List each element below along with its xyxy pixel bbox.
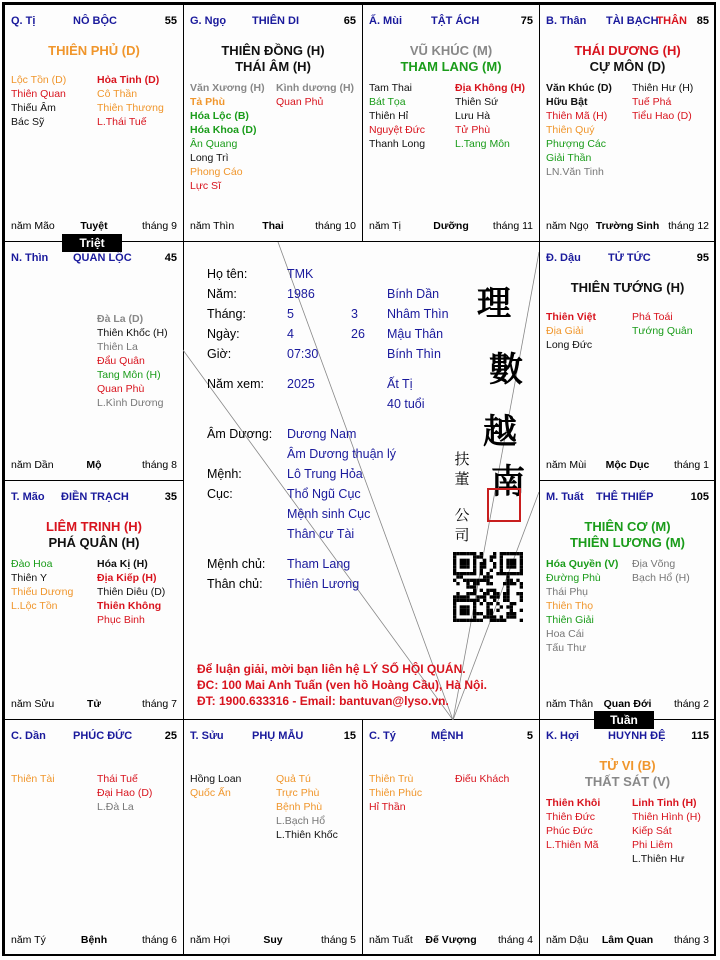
cell-header <box>190 730 356 744</box>
minor-star: Đà La (D) <box>97 313 144 325</box>
right-star-column <box>276 81 354 109</box>
minor-star: Long Trì <box>190 152 229 164</box>
minor-star: Ân Quang <box>190 138 238 150</box>
left-star-column <box>546 796 600 852</box>
minor-star: Thiên Việt <box>546 311 596 323</box>
minor-star: Thiên Khốc (H) <box>97 327 168 339</box>
position-label: Ấ. Mùi <box>369 15 402 27</box>
position-label: T. Sửu <box>190 730 224 742</box>
life-stage: Mộ <box>86 459 102 471</box>
center-info-panel <box>183 242 539 720</box>
minor-star: Đường Phù <box>546 572 601 584</box>
life-stage: Dưỡng <box>433 220 469 232</box>
age-number: 25 <box>164 730 177 742</box>
main-star: THÁI DƯƠNG (H) <box>574 43 681 58</box>
label-cuc: Cục: <box>207 487 233 501</box>
main-stars <box>540 519 715 551</box>
left-star-column <box>546 81 612 179</box>
minor-star: Thiên Hình (H) <box>632 811 701 823</box>
minor-star: L.Thái Tuế <box>97 116 147 128</box>
month-label: tháng 6 <box>141 934 177 946</box>
life-stage: Tử <box>86 698 102 710</box>
small-calligraphy-2: 董 <box>454 470 470 488</box>
right-star-column <box>455 81 525 151</box>
small-calligraphy-3: 公 <box>454 506 470 524</box>
position-label: K. Hợi <box>546 730 579 742</box>
main-star: THIÊN PHỦ (D) <box>48 43 140 58</box>
cell-header <box>546 252 709 266</box>
main-stars <box>363 43 539 75</box>
label-ho-ten: Họ tên: <box>207 267 248 281</box>
left-star-column <box>546 310 596 352</box>
minor-star: Thiên Tài <box>11 773 55 785</box>
year-label: năm Mùi <box>546 459 587 471</box>
minor-star: Kiếp Sát <box>632 825 672 837</box>
position-label: Đ. Dậu <box>546 252 581 264</box>
minor-star: Tiểu Hao (D) <box>632 110 692 122</box>
month-label: tháng 8 <box>141 459 177 471</box>
age-number: 35 <box>164 491 177 503</box>
cell-footer <box>190 220 356 233</box>
month-label: tháng 10 <box>315 220 356 232</box>
right-star-column <box>276 772 338 842</box>
calligraphy-char-4: 南 <box>491 462 525 502</box>
cell-hoi[interactable] <box>539 719 716 956</box>
cell-thin[interactable] <box>4 241 184 481</box>
main-stars <box>540 43 715 75</box>
minor-star: L.Thiên Khốc <box>276 829 338 841</box>
value-ngay-am: 26 <box>351 327 365 341</box>
minor-star: Đẩu Quân <box>97 355 145 367</box>
life-stage: Trường Sinh <box>595 220 660 232</box>
life-stage: Quan Đới <box>603 698 652 710</box>
main-star: THÁI ÂM (H) <box>235 59 311 74</box>
cell-footer <box>11 698 177 711</box>
minor-star: L.Tang Môn <box>455 138 510 150</box>
palace-name: PHÚC ĐỨC <box>73 730 133 742</box>
calligraphy-char-2: 數 <box>489 350 523 390</box>
month-label: tháng 1 <box>673 459 709 471</box>
red-seal-stamp <box>487 488 521 522</box>
label-nam-xem: Năm xem: <box>207 377 264 391</box>
year-label: năm Mão <box>11 220 55 232</box>
month-label: tháng 4 <box>497 934 533 946</box>
cell-footer <box>546 459 709 472</box>
minor-star: Thiên La <box>97 341 138 353</box>
cell-header <box>11 252 177 266</box>
palace-name: TÀI BẠCH <box>606 15 659 27</box>
left-star-column <box>11 557 73 613</box>
minor-star: Trực Phù <box>276 787 320 799</box>
age-number: 5 <box>526 730 533 742</box>
palace-name: THÊ THIẾP <box>596 491 654 503</box>
value-ngay-can: Mậu Thân <box>387 327 444 341</box>
than-marker: THÂN <box>656 15 687 27</box>
label-than-chu: Thân chủ: <box>207 577 263 591</box>
minor-star: L.Bạch Hổ <box>276 815 326 827</box>
minor-star: Hóa Lộc (B) <box>190 110 249 122</box>
minor-star: Lưu Hà <box>455 110 491 122</box>
minor-star: Tấu Thư <box>546 642 587 654</box>
value-nam: 1986 <box>287 287 315 301</box>
cell-dan[interactable] <box>4 719 184 956</box>
cell-suu[interactable] <box>183 719 363 956</box>
minor-star: L.Thiên Hư <box>632 853 685 865</box>
age-number: 105 <box>690 491 709 503</box>
main-star: THẤT SÁT (V) <box>584 774 671 789</box>
minor-star: Thiên Y <box>11 572 47 584</box>
minor-star: Thiên Thọ <box>546 600 594 612</box>
value-nam-xem: 2025 <box>287 377 315 391</box>
cell-footer <box>11 459 177 472</box>
contact-line-1: Để luận giải, mời bạn liên hệ LÝ SỐ HỘI QUÁN. <box>197 662 466 676</box>
cell-footer <box>546 698 709 711</box>
main-stars <box>540 280 715 296</box>
minor-star: Quả Tú <box>276 773 311 785</box>
minor-star: Thiên Sứ <box>455 96 499 108</box>
minor-star: Hỏa Tinh (D) <box>97 74 160 86</box>
minor-star: Hồng Loan <box>190 773 242 785</box>
palace-name: QUAN LỘC <box>73 252 132 264</box>
position-label: M. Tuất <box>546 491 584 503</box>
age-number: 95 <box>696 252 709 264</box>
age-number: 75 <box>520 15 533 27</box>
value-ngay: 4 <box>287 327 294 341</box>
label-am-duong: Âm Dương: <box>207 427 273 441</box>
life-stage: Đế Vượng <box>425 934 477 946</box>
value-cuc-2: Mệnh sinh Cục <box>287 507 371 521</box>
cell-mui[interactable] <box>362 4 540 242</box>
cell-tuat[interactable] <box>539 480 716 720</box>
position-label: N. Thìn <box>11 252 49 264</box>
cell-header <box>11 730 177 744</box>
cell-ngo[interactable] <box>183 4 363 242</box>
value-thang: 5 <box>287 307 294 321</box>
value-gio-can: Bính Thìn <box>387 347 441 361</box>
minor-star: Lực Sĩ <box>190 180 221 192</box>
minor-star: Thiên Quý <box>546 124 595 136</box>
label-nam: Năm: <box>207 287 237 301</box>
right-star-column <box>632 81 693 123</box>
cell-footer <box>369 220 533 233</box>
small-calligraphy-1: 扶 <box>454 450 470 468</box>
main-star: LIÊM TRINH (H) <box>45 519 143 534</box>
value-than-chu: Thiên Lương <box>287 577 360 591</box>
cell-than[interactable] <box>539 4 716 242</box>
minor-star: Phúc Đức <box>546 825 593 837</box>
minor-star: Thiên Hỉ <box>369 110 409 122</box>
minor-star: Văn Xương (H) <box>190 82 265 94</box>
right-star-column <box>632 557 690 585</box>
left-star-column <box>190 772 241 800</box>
minor-star: Hóa Khoa (D) <box>190 124 257 136</box>
right-star-column <box>632 310 693 338</box>
main-star: THIÊN LƯƠNG (M) <box>569 535 686 550</box>
cell-ti[interactable] <box>4 4 184 242</box>
minor-star: Tuế Phá <box>632 96 672 108</box>
minor-star: Đại Hao (D) <box>97 787 153 799</box>
minor-star: Quan Phù <box>97 383 145 395</box>
year-label: năm Sửu <box>11 698 55 710</box>
year-label: năm Dần <box>11 459 54 471</box>
minor-star: Bệnh Phù <box>276 801 323 813</box>
left-star-column <box>546 557 618 655</box>
minor-star: Nguyệt Đức <box>369 124 426 136</box>
life-stage: Tuyệt <box>80 220 108 232</box>
life-stage: Suy <box>263 934 283 946</box>
year-label: năm Tý <box>11 934 46 946</box>
month-label: tháng 11 <box>492 220 533 232</box>
minor-star: Thiếu Dương <box>11 586 74 598</box>
triet-badge: Triệt <box>62 234 122 252</box>
minor-star: Thiên Trù <box>369 773 414 785</box>
qr-code-icon[interactable] <box>453 552 523 622</box>
left-star-column <box>11 73 66 129</box>
value-tuoi: 40 tuổi <box>387 397 425 411</box>
palace-name: NÔ BỘC <box>73 15 117 27</box>
main-stars <box>184 43 362 75</box>
main-star: THIÊN TƯỚNG (H) <box>570 280 685 295</box>
value-am-duong-2: Âm Dương thuận lý <box>287 447 396 461</box>
month-label: tháng 2 <box>673 698 709 710</box>
right-star-column <box>97 312 168 410</box>
minor-star: Bác Sỹ <box>11 116 45 128</box>
value-menh: Lô Trung Hỏa <box>287 467 363 481</box>
age-number: 55 <box>164 15 177 27</box>
minor-star: Hỉ Thần <box>369 801 406 813</box>
minor-star: Phá Toái <box>632 311 673 323</box>
right-star-column <box>97 772 152 814</box>
minor-star: LN.Văn Tinh <box>546 166 604 178</box>
palace-name: TẬT ÁCH <box>431 15 480 27</box>
minor-star: Bát Tọa <box>369 96 406 108</box>
month-label: tháng 12 <box>668 220 709 232</box>
year-label: năm Dậu <box>546 934 589 946</box>
cell-header <box>190 15 356 29</box>
cell-mao[interactable] <box>4 480 184 720</box>
label-menh-chu: Mệnh chủ: <box>207 557 266 571</box>
position-label: G. Ngọ <box>190 15 227 27</box>
minor-star: Thanh Long <box>369 138 426 150</box>
minor-star: L.Thiên Mã <box>546 839 599 851</box>
age-number: 65 <box>343 15 356 27</box>
palace-name: MỆNH <box>431 730 464 742</box>
minor-star: Lộc Tồn (D) <box>11 74 67 86</box>
minor-star: Quốc Ấn <box>190 787 231 799</box>
year-label: năm Hợi <box>190 934 231 946</box>
cell-dau[interactable] <box>539 241 716 481</box>
tuan-badge: Tuần <box>594 711 654 729</box>
main-star: VŨ KHÚC (M) <box>409 43 493 58</box>
minor-star: Thiên Mã (H) <box>546 110 608 122</box>
minor-star: Thái Phụ <box>546 586 589 598</box>
year-label: năm Thân <box>546 698 594 710</box>
value-nam-xem-can: Ất Tị <box>387 377 413 391</box>
minor-star: Tang Môn (H) <box>97 369 161 381</box>
minor-star: Phượng Các <box>546 138 607 150</box>
minor-star: Điếu Khách <box>455 773 510 785</box>
cell-header <box>11 15 177 29</box>
position-label: Q. Tị <box>11 15 36 27</box>
value-cuc-1: Thổ Ngũ Cục <box>287 487 361 501</box>
label-menh: Mệnh: <box>207 467 242 481</box>
left-star-column <box>190 81 265 193</box>
minor-star: Địa Võng <box>632 558 676 570</box>
minor-star: Thiên Hư (H) <box>632 82 694 94</box>
left-star-column <box>369 81 425 151</box>
age-number: 45 <box>164 252 177 264</box>
minor-star: Thiếu Âm <box>11 102 56 114</box>
right-star-column <box>97 557 165 627</box>
minor-star: Tả Phù <box>190 96 226 108</box>
value-thang-am: 3 <box>351 307 358 321</box>
value-thang-can: Nhâm Thìn <box>387 307 449 321</box>
chart-board <box>2 2 716 956</box>
cell-footer <box>11 934 177 947</box>
age-number: 115 <box>691 730 709 742</box>
year-label: năm Tị <box>369 220 401 232</box>
right-star-column <box>97 73 164 129</box>
label-thang: Tháng: <box>207 307 246 321</box>
cell-header <box>369 730 533 744</box>
month-label: tháng 7 <box>141 698 177 710</box>
palace-name: PHỤ MẪU <box>252 730 304 742</box>
minor-star: Thiên Khôi <box>546 797 601 809</box>
cell-footer <box>369 934 533 947</box>
cell-footer <box>546 220 709 233</box>
minor-star: Phong Cáo <box>190 166 243 178</box>
minor-star: Giải Thần <box>546 152 592 164</box>
label-gio: Giờ: <box>207 347 232 361</box>
minor-star: Cô Thần <box>97 88 138 100</box>
minor-star: Quan Phủ <box>276 96 324 108</box>
minor-star: Địa Kiếp (H) <box>97 572 157 584</box>
cell-footer <box>190 934 356 947</box>
minor-star: Thiên Diêu (D) <box>97 586 166 598</box>
year-label: năm Thìn <box>190 220 235 232</box>
cell-header <box>369 15 533 29</box>
palace-name: TỬ TỨC <box>608 252 651 264</box>
month-label: tháng 5 <box>320 934 356 946</box>
minor-star: Địa Giải <box>546 325 584 337</box>
position-label: C. Tý <box>369 730 396 742</box>
main-stars <box>540 758 715 790</box>
main-stars <box>5 43 183 59</box>
right-star-column <box>455 772 509 786</box>
life-stage: Bệnh <box>80 934 108 946</box>
value-nam-can: Bính Dần <box>387 287 440 301</box>
month-label: tháng 9 <box>141 220 177 232</box>
main-star: CỰ MÔN (D) <box>589 59 666 74</box>
life-stage: Mộc Dục <box>605 459 650 471</box>
minor-star: Thiên Không <box>97 600 162 612</box>
minor-star: Thiên Đức <box>546 811 596 823</box>
main-stars <box>5 519 183 551</box>
minor-star: Tử Phù <box>455 124 491 136</box>
life-stage: Thai <box>262 220 284 232</box>
small-calligraphy-4: 司 <box>454 526 470 544</box>
main-star: PHÁ QUÂN (H) <box>48 535 140 550</box>
value-ho-ten: TMK <box>287 267 314 281</box>
value-cuc-3: Thân cư Tài <box>287 527 355 541</box>
calligraphy-char-1: 理 <box>477 284 511 324</box>
main-star: THIÊN CƠ (M) <box>584 519 671 534</box>
palace-name: ĐIỀN TRẠCH <box>61 491 129 503</box>
cell-header <box>546 15 709 29</box>
age-number: 85 <box>696 15 709 27</box>
position-label: B. Thân <box>546 15 587 27</box>
minor-star: Địa Không (H) <box>455 82 525 94</box>
minor-star: Kình dương (H) <box>276 82 355 94</box>
cell-ty[interactable] <box>362 719 540 956</box>
life-stage: Lâm Quan <box>601 934 654 946</box>
minor-star: Phục Binh <box>97 614 145 626</box>
value-am-duong-1: Dương Nam <box>287 427 357 441</box>
minor-star: Hóa Quyền (V) <box>546 558 619 570</box>
cell-header <box>546 491 709 505</box>
minor-star: Hữu Bật <box>546 96 588 108</box>
minor-star: L.Đà La <box>97 801 134 813</box>
minor-star: L.Kình Dương <box>97 397 164 409</box>
year-label: năm Ngọ <box>546 220 589 232</box>
contact-line-2: ĐC: 100 Mai Anh Tuấn (ven hồ Hoàng Cầu), Hà Nội. <box>197 678 488 692</box>
main-star: TỬ VI (B) <box>599 758 656 773</box>
palace-name: HUYNH ĐỆ <box>608 730 666 742</box>
minor-star: Thái Tuế <box>97 773 138 785</box>
minor-star: Thiên Thương <box>97 102 164 114</box>
minor-star: Hoa Cái <box>546 628 584 640</box>
left-star-column <box>369 772 422 814</box>
year-label: năm Tuất <box>369 934 413 946</box>
contact-line-3: ĐT: 1900.633316 - Email: bantuvan@lyso.vn. <box>197 694 449 708</box>
minor-star: Linh Tinh (H) <box>632 797 697 809</box>
minor-star: Long Đức <box>546 339 593 351</box>
position-label: T. Mão <box>11 491 45 503</box>
cell-header <box>546 730 709 744</box>
minor-star: Thiên Phúc <box>369 787 423 799</box>
cell-footer <box>11 220 177 233</box>
minor-star: Tướng Quân <box>632 325 693 337</box>
left-star-column <box>11 772 55 786</box>
minor-star: L.Lộc Tồn <box>11 600 58 612</box>
calligraphy-char-3: 越 <box>483 412 517 452</box>
minor-star: Hóa Kị (H) <box>97 558 148 570</box>
cell-footer <box>546 934 709 947</box>
minor-star: Văn Khúc (D) <box>546 82 612 94</box>
value-gio: 07:30 <box>287 347 319 361</box>
minor-star: Bạch Hổ (H) <box>632 572 690 584</box>
palace-name: THIÊN DI <box>252 15 300 27</box>
main-star: THIÊN ĐỒNG (H) <box>221 43 325 58</box>
minor-star: Phi Liêm <box>632 839 673 851</box>
value-menh-chu: Tham Lang <box>287 557 351 571</box>
age-number: 15 <box>343 730 356 742</box>
position-label: C. Dần <box>11 730 46 742</box>
minor-star: Thiên Quan <box>11 88 66 100</box>
main-star: THAM LANG (M) <box>400 59 502 74</box>
right-star-column <box>632 796 701 866</box>
minor-star: Tam Thai <box>369 82 412 94</box>
cell-header <box>11 491 177 505</box>
label-ngay: Ngày: <box>207 327 240 341</box>
minor-star: Đào Hoa <box>11 558 53 570</box>
month-label: tháng 3 <box>673 934 709 946</box>
minor-star: Thiên Giải <box>546 614 594 626</box>
